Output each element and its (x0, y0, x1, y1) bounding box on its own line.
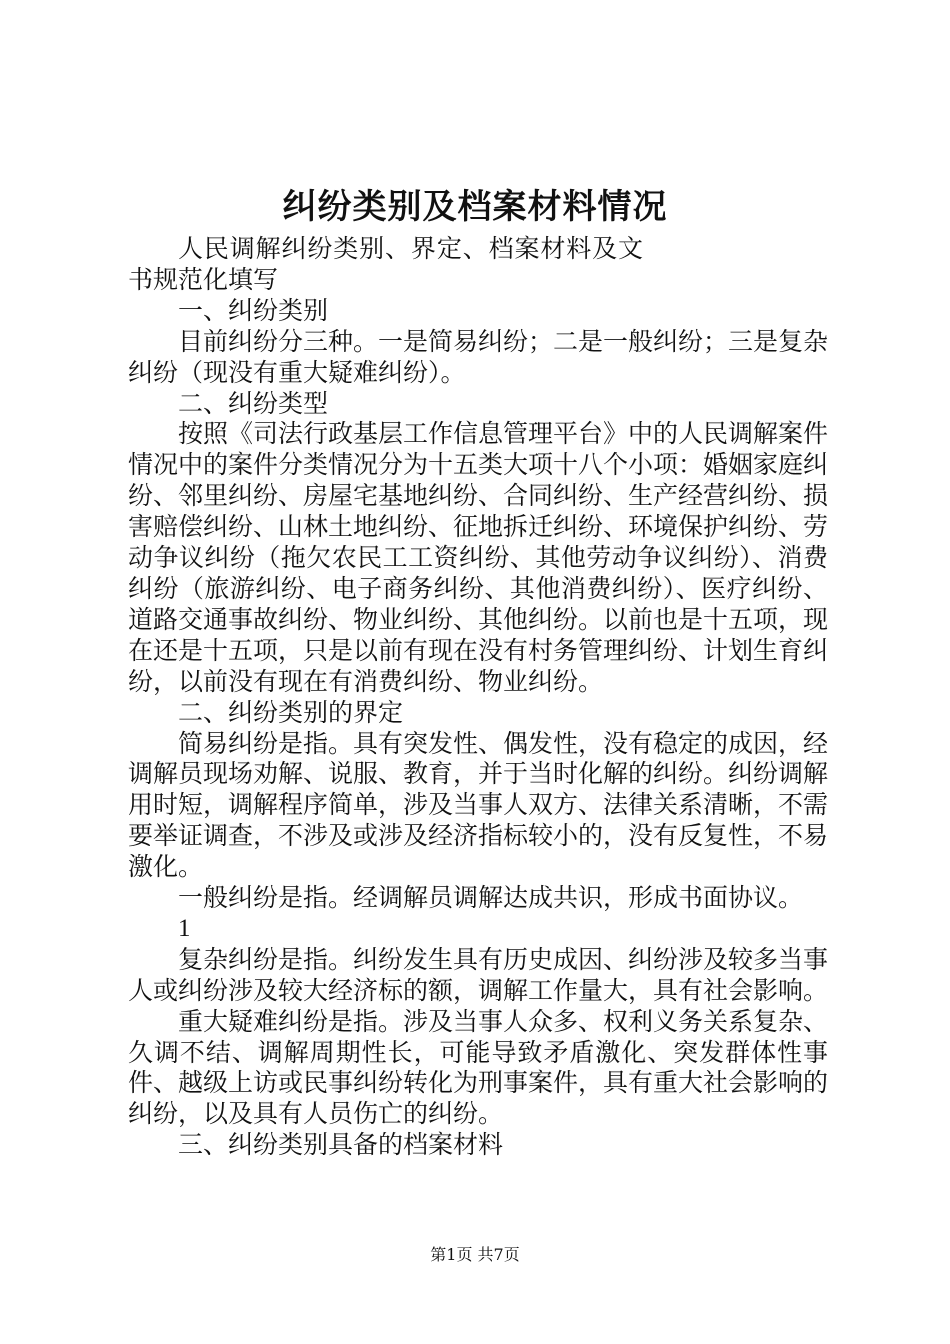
body-paragraph: 一般纠纷是指。经调解员调解达成共识，形成书面协议。 (178, 883, 804, 913)
body-paragraph: 目前纠纷分三种。一是简易纠纷；二是一般纠纷；三是复杂纠纷（现没有重大疑难纠纷）。 (128, 326, 829, 387)
inline-page-number: 1 (178, 914, 191, 942)
section-heading: 二、纠纷类型 (178, 388, 329, 418)
document-body (128, 234, 828, 1161)
body-paragraph: 重大疑难纠纷是指。涉及当事人众多、权利义务关系复杂、久调不结、调解周期性长，可能导致矛盾激化、突发群体性事件、越级上访或民事纠纷转化为刑事案件，具有重大社会影响的纠纷，以及具有人员伤亡的纠纷。 (128, 1006, 829, 1129)
document-title: 纠纷类别及档案材料情况 (282, 187, 668, 227)
section-heading: 三、纠纷类别具备的档案材料 (178, 1130, 504, 1160)
subtitle-paragraph: 人民调解纠纷类别、界定、档案材料及文书规范化填写 (128, 234, 643, 294)
body-paragraph: 简易纠纷是指。具有突发性、偶发性，没有稳定的成因，经调解员现场劝解、说服、教育，并于当时化解的纠纷。纠纷调解用时短，调解程序简单，涉及当事人双方、法律关系清晰，不需要举证调查，不涉及或涉及经济指标较小的，没有反复性，不易激化。 (128, 728, 829, 882)
section-heading: 一、纠纷类别 (178, 295, 329, 325)
body-paragraph: 按照《司法行政基层工作信息管理平台》中的人民调解案件情况中的案件分类情况分为十五类大项十八个小项：婚姻家庭纠纷、邻里纠纷、房屋宅基地纠纷、合同纠纷、生产经营纠纷、损害赔偿纠纷、山林土地纠纷、征地拆迁纠纷、环境保护纠纷、劳动争议纠纷（拖欠农民工工资纠纷、其他劳动争议纠纷）、消费纠纷（旅游纠纷、电子商务纠纷、其他消费纠纷）、医疗纠纷、道路交通事故纠纷、物业纠纷、其他纠纷。以前也是十五项，现在还是十五项，只是以前有现在没有村务管理纠纷、计划生育纠纷，以前没有现在有消费纠纷、物业纠纷。 (128, 419, 829, 696)
page-footer: 第1页 共7页 (430, 1245, 520, 1264)
body-paragraph: 复杂纠纷是指。纠纷发生具有历史成因、纠纷涉及较多当事人或纠纷涉及较大经济标的额，调解工作量大，具有社会影响。 (128, 944, 829, 1005)
section-heading: 二、纠纷类别的界定 (178, 697, 404, 727)
